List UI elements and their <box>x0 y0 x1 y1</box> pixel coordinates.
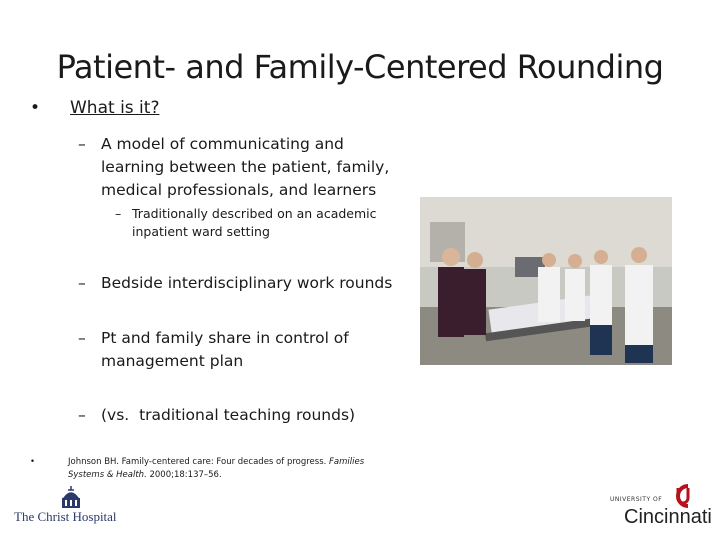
citation-journal: Families Systems & Health. <box>68 457 365 480</box>
dash-marker: – <box>78 274 86 292</box>
nested-bullet-text: Traditionally described on an academic inpatient ward setting <box>132 206 377 239</box>
christ-hospital-logo <box>14 484 124 526</box>
university-of-label: UNIVERSITY OF <box>610 496 663 503</box>
dash-marker: – <box>78 406 86 424</box>
rounding-photo <box>420 197 672 365</box>
cincinnati-wordmark: Cincinnati <box>624 506 712 528</box>
citation-bullet: • <box>30 457 36 467</box>
dash-marker: – <box>115 206 122 221</box>
sub-bullet-model-text: A model of communicating and learning between the patient, family, medical professionals, and learners <box>101 135 390 199</box>
christ-hospital-name: The Christ Hospital <box>14 509 117 524</box>
citation-text <box>68 456 398 482</box>
sub-bullet-vs-text: (vs. traditional teaching rounds) <box>101 406 356 424</box>
sub-bullet-share-control-text: Pt and family share in control of management plan <box>101 329 349 370</box>
hospital-dome-icon <box>56 484 86 510</box>
dash-marker: – <box>78 329 86 347</box>
bullet-label: What is it? <box>70 98 160 118</box>
bullet-what-is-it <box>30 98 160 118</box>
sub-bullet-bedside-text: Bedside interdisciplinary work rounds <box>101 274 393 292</box>
slide-title: Patient- and Family-Centered Rounding <box>56 48 664 86</box>
bullet-marker: • <box>30 98 41 118</box>
citation-authors-title: Johnson BH. Family-centered care: Four decades of progress. <box>68 457 330 467</box>
dash-marker: – <box>78 135 86 153</box>
citation-volume: 2000;18:137–56. <box>146 470 222 480</box>
university-cincinnati-logo <box>610 482 714 530</box>
